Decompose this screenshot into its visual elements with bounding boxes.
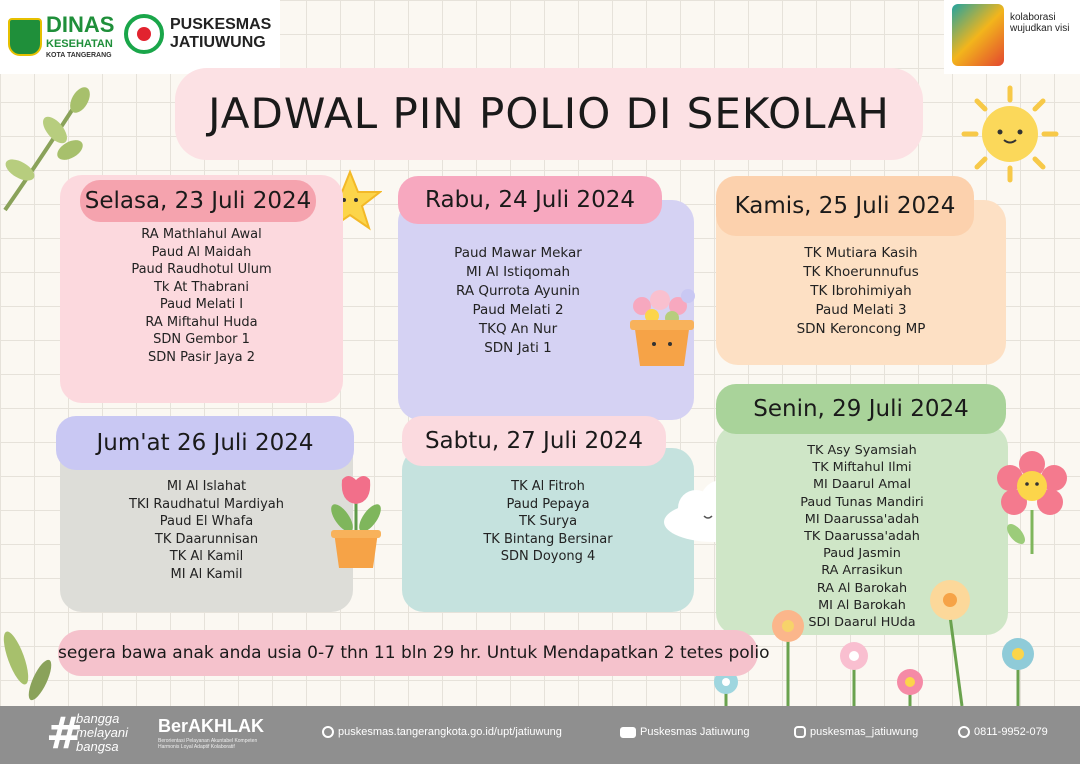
list-item: Tk At Thabrani xyxy=(153,279,250,295)
school-list-jumat xyxy=(60,478,353,583)
list-item: RA Miftahul Huda xyxy=(145,314,258,330)
list-item: Paud Melati 3 xyxy=(815,302,907,318)
list-item: Paud Jasmin xyxy=(823,546,901,562)
list-item: TK Mutiara Kasih xyxy=(804,245,918,261)
school-list-selasa xyxy=(60,226,343,366)
list-item: Paud Al Maidah xyxy=(151,244,252,260)
list-item: TK Miftahul Ilmi xyxy=(812,460,912,476)
list-item: RA Mathlahul Awal xyxy=(141,227,262,242)
list-item: MI Al Istiqomah xyxy=(465,264,571,280)
day-label-rabu: Rabu, 24 Juli 2024 xyxy=(398,176,662,224)
school-list-sabtu xyxy=(402,478,694,566)
instagram-text: puskesmas_jatiuwung xyxy=(810,726,919,738)
list-item: Paud Pepaya xyxy=(506,496,590,512)
dinas-subtitle: KESEHATAN xyxy=(46,38,113,50)
berakhlak-subtitle: Berorientasi Pelayanan Akuntabel Kompeten Harmonis Loyal Adaptif Kolaboratif xyxy=(158,738,258,750)
school-list-rabu xyxy=(398,244,638,358)
list-item: Paud Tunas Mandiri xyxy=(800,494,924,510)
website-link[interactable] xyxy=(322,726,562,738)
dinas-city: KOTA TANGERANG xyxy=(46,52,112,59)
list-item: Paud Raudhotul Ulum xyxy=(131,262,272,277)
list-item: Paud Melati I xyxy=(159,297,244,312)
kolaborasi-logo-icon xyxy=(952,4,1004,66)
instagram-icon xyxy=(794,726,806,738)
list-item: MI Al Kamil xyxy=(170,566,243,582)
list-item: SDN Jati 1 xyxy=(484,340,552,356)
grass-leaf-icon xyxy=(0,624,60,708)
list-item: TK Asy Syamsiah xyxy=(807,443,917,458)
list-item: Paud Melati 2 xyxy=(472,302,564,318)
youtube-text: Puskesmas Jatiuwung xyxy=(640,726,750,738)
bangga-melayani-tagline: bangga melayani bangsa xyxy=(76,711,129,754)
day-label-kamis: Kamis, 25 Juli 2024 xyxy=(716,176,974,236)
list-item: MI Daarul Amal xyxy=(812,477,912,493)
list-item: TK Surya xyxy=(518,514,578,529)
day-label-jumat: Jum'at 26 Juli 2024 xyxy=(56,416,354,470)
day-label-senin: Senin, 29 Juli 2024 xyxy=(716,384,1006,434)
whatsapp-text: 0811-9952-079 xyxy=(974,726,1048,738)
list-item: TKQ An Nur xyxy=(478,321,558,337)
instagram-link[interactable] xyxy=(794,726,918,738)
dinas-title: DINAS xyxy=(46,12,115,37)
list-item: TK Khoerunnufus xyxy=(803,264,919,280)
list-item: TK Daarussa'adah xyxy=(804,529,920,545)
list-item: SDN Keroncong MP xyxy=(796,321,926,337)
whatsapp-icon xyxy=(958,726,970,738)
day-label-selasa: Selasa, 23 Juli 2024 xyxy=(80,180,316,222)
list-item: TK Bintang Bersinar xyxy=(483,531,613,547)
list-item: SDN Doyong 4 xyxy=(500,549,596,564)
list-item: RA Arrasikun xyxy=(821,563,903,579)
page-title: JADWAL PIN POLIO DI SEKOLAH xyxy=(208,89,890,138)
puskesmas-name-line1: PUSKESMAS xyxy=(170,16,272,33)
list-item: Paud Mawar Mekar xyxy=(454,245,582,261)
list-item: SDN Pasir Jaya 2 xyxy=(147,349,256,365)
whatsapp-link[interactable] xyxy=(958,726,1048,738)
kolaborasi-tagline: kolaborasi wujudkan visi xyxy=(1010,12,1070,34)
list-item: TK Al Fitroh xyxy=(511,479,585,494)
sun-icon xyxy=(960,84,1060,184)
youtube-link[interactable] xyxy=(620,726,749,738)
list-item: SDI Daarul HUda xyxy=(808,615,916,631)
list-item: TK Daarunnisan xyxy=(154,531,259,547)
list-item: MI Al Barokah xyxy=(818,597,906,613)
list-item: RA Al Barokah xyxy=(816,580,908,596)
day-label-sabtu: Sabtu, 27 Juli 2024 xyxy=(402,416,666,466)
list-item: TK Al Kamil xyxy=(169,549,244,564)
list-item: Paud El Whafa xyxy=(159,514,254,529)
tulip-pot-icon xyxy=(328,472,384,570)
list-item: SDN Gembor 1 xyxy=(153,332,250,347)
youtube-icon xyxy=(620,727,636,738)
hashtag-icon: # xyxy=(46,708,83,759)
dinas-emblem-icon xyxy=(8,18,42,56)
school-list-kamis xyxy=(716,244,1006,339)
list-item: TK Ibrohimiyah xyxy=(810,283,912,299)
list-item: TKI Raudhatul Mardiyah xyxy=(129,496,284,512)
website-text: puskesmas.tangerangkota.go.id/upt/jatiuwung xyxy=(338,726,562,738)
puskesmas-logo-icon xyxy=(124,14,164,54)
globe-icon xyxy=(322,726,334,738)
list-item: RA Qurrota Ayunin xyxy=(456,283,580,299)
list-item: MI Daarussa'adah xyxy=(804,511,920,527)
smiling-flower-icon xyxy=(994,450,1070,554)
puskesmas-name-line2: JATIUWUNG xyxy=(170,34,266,51)
footer-note: segera bawa anak anda usia 0-7 thn 11 bln 29 hr. Untuk Mendapatkan 2 tetes polio xyxy=(58,643,770,663)
flower-pot-icon xyxy=(626,286,698,368)
list-item: MI Al Islahat xyxy=(166,479,247,494)
berakhlak-logo: BerAKHLAK xyxy=(158,716,265,736)
